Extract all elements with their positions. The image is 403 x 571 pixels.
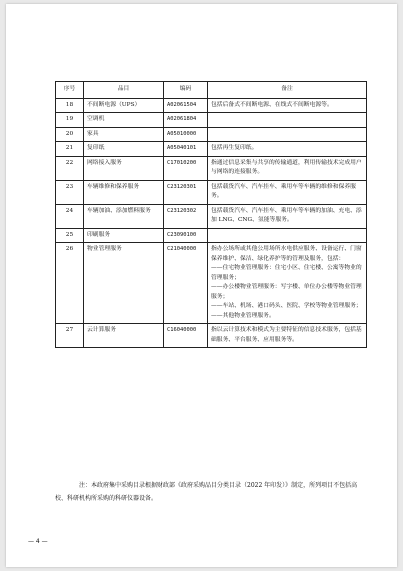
row-number: 25 <box>56 228 84 243</box>
table-row <box>56 324 367 348</box>
row-item: 网络接入服务 <box>84 156 164 180</box>
row-code: C17010200 <box>164 156 208 180</box>
row-item: 印刷服务 <box>84 228 164 243</box>
row-remark <box>208 204 367 228</box>
procurement-catalog-table <box>55 81 367 348</box>
row-number: 20 <box>56 127 84 142</box>
row-number: 21 <box>56 142 84 157</box>
row-code: A05040101 <box>164 142 208 157</box>
table-row <box>56 98 367 113</box>
row-code: C23120302 <box>164 204 208 228</box>
remark-line: 指通过信息采集与共享的传输通道，利用传输技术完成用户与网络的连接服务。 <box>211 159 362 175</box>
row-code: A02061804 <box>164 113 208 128</box>
row-number: 18 <box>56 98 84 113</box>
row-remark <box>208 324 367 348</box>
row-item: 物业管理服务 <box>84 243 164 324</box>
row-remark <box>208 243 367 324</box>
header-number: 序号 <box>56 82 84 99</box>
row-code: C23090100 <box>164 228 208 243</box>
row-number: 27 <box>56 324 84 348</box>
row-number: 23 <box>56 180 84 204</box>
row-item: 不间断电源（UPS） <box>84 98 164 113</box>
row-code: C23120301 <box>164 180 208 204</box>
header-remark: 备注 <box>208 82 367 99</box>
row-item: 车辆维修和保养服务 <box>84 180 164 204</box>
row-remark <box>208 156 367 180</box>
table-row <box>56 180 367 204</box>
table-row <box>56 142 367 157</box>
table-row <box>56 127 367 142</box>
table-row <box>56 228 367 243</box>
row-remark <box>208 142 367 157</box>
row-remark <box>208 127 367 142</box>
table-row <box>56 204 367 228</box>
row-item: 车辆加油、添加燃料服务 <box>84 204 164 228</box>
row-number: 19 <box>56 113 84 128</box>
table-header-row <box>56 82 367 99</box>
remark-line: 包括再生复印纸。 <box>211 145 258 151</box>
remark-line: ——办公楼物业管理服务：写字楼、单位办公楼等物业管理服务； <box>211 284 362 300</box>
page-number: — 4 — <box>28 538 48 545</box>
row-remark <box>208 98 367 113</box>
row-item: 复印纸 <box>84 142 164 157</box>
row-number: 26 <box>56 243 84 324</box>
row-code: A05010000 <box>164 127 208 142</box>
row-code: C16040000 <box>164 324 208 348</box>
table-body <box>56 98 367 348</box>
row-remark <box>208 113 367 128</box>
remark-line: 指办公场所或其他公用场所水电供应服务、设备运行、门窗保养维护、保洁、绿化养护等的管理及服务，包括： <box>211 246 362 262</box>
row-item: 家具 <box>84 127 164 142</box>
row-remark <box>208 228 367 243</box>
table-row <box>56 243 367 324</box>
table-row <box>56 156 367 180</box>
row-number: 24 <box>56 204 84 228</box>
remark-line: 包括载货汽车、汽车挂车、乘用车等车辆的加油、充电、添加 LNG、CNG、氢能等服务。 <box>211 207 362 223</box>
table-row <box>56 113 367 128</box>
header-code: 编码 <box>164 82 208 99</box>
row-code: A02061504 <box>164 98 208 113</box>
remark-line: 包括载货汽车、汽车挂车、乘用车等车辆的维修和保养服务。 <box>211 183 356 199</box>
document-page <box>6 4 397 567</box>
remark-line: 指以云计算技术和模式为主要特征的信息技术服务，包括基础服务、平台服务、应用服务等。 <box>211 327 362 343</box>
row-item: 空调机 <box>84 113 164 128</box>
row-code: C21040000 <box>164 243 208 324</box>
remark-line: ——车站、机场、港口码头、医院、学校等物业管理服务； <box>211 303 362 309</box>
row-remark <box>208 180 367 204</box>
row-number: 22 <box>56 156 84 180</box>
remark-line: 包括后备式不间断电源、在线式不间断电源等。 <box>211 101 333 108</box>
remark-line: ——其他物业管理服务。 <box>211 312 275 319</box>
footnote: 注：本政府集中采购目录根据财政部《政府采购品目分类目录（2022 年印发）》制定，所列项目不包括高校、科研机构所采购的科研仪器设备。 <box>55 482 358 502</box>
remark-line: ——住宅物业管理服务：住宅小区、住宅楼、公寓等物业的管理服务； <box>211 265 362 281</box>
header-item: 品目 <box>84 82 164 99</box>
row-item: 云计算服务 <box>84 324 164 348</box>
